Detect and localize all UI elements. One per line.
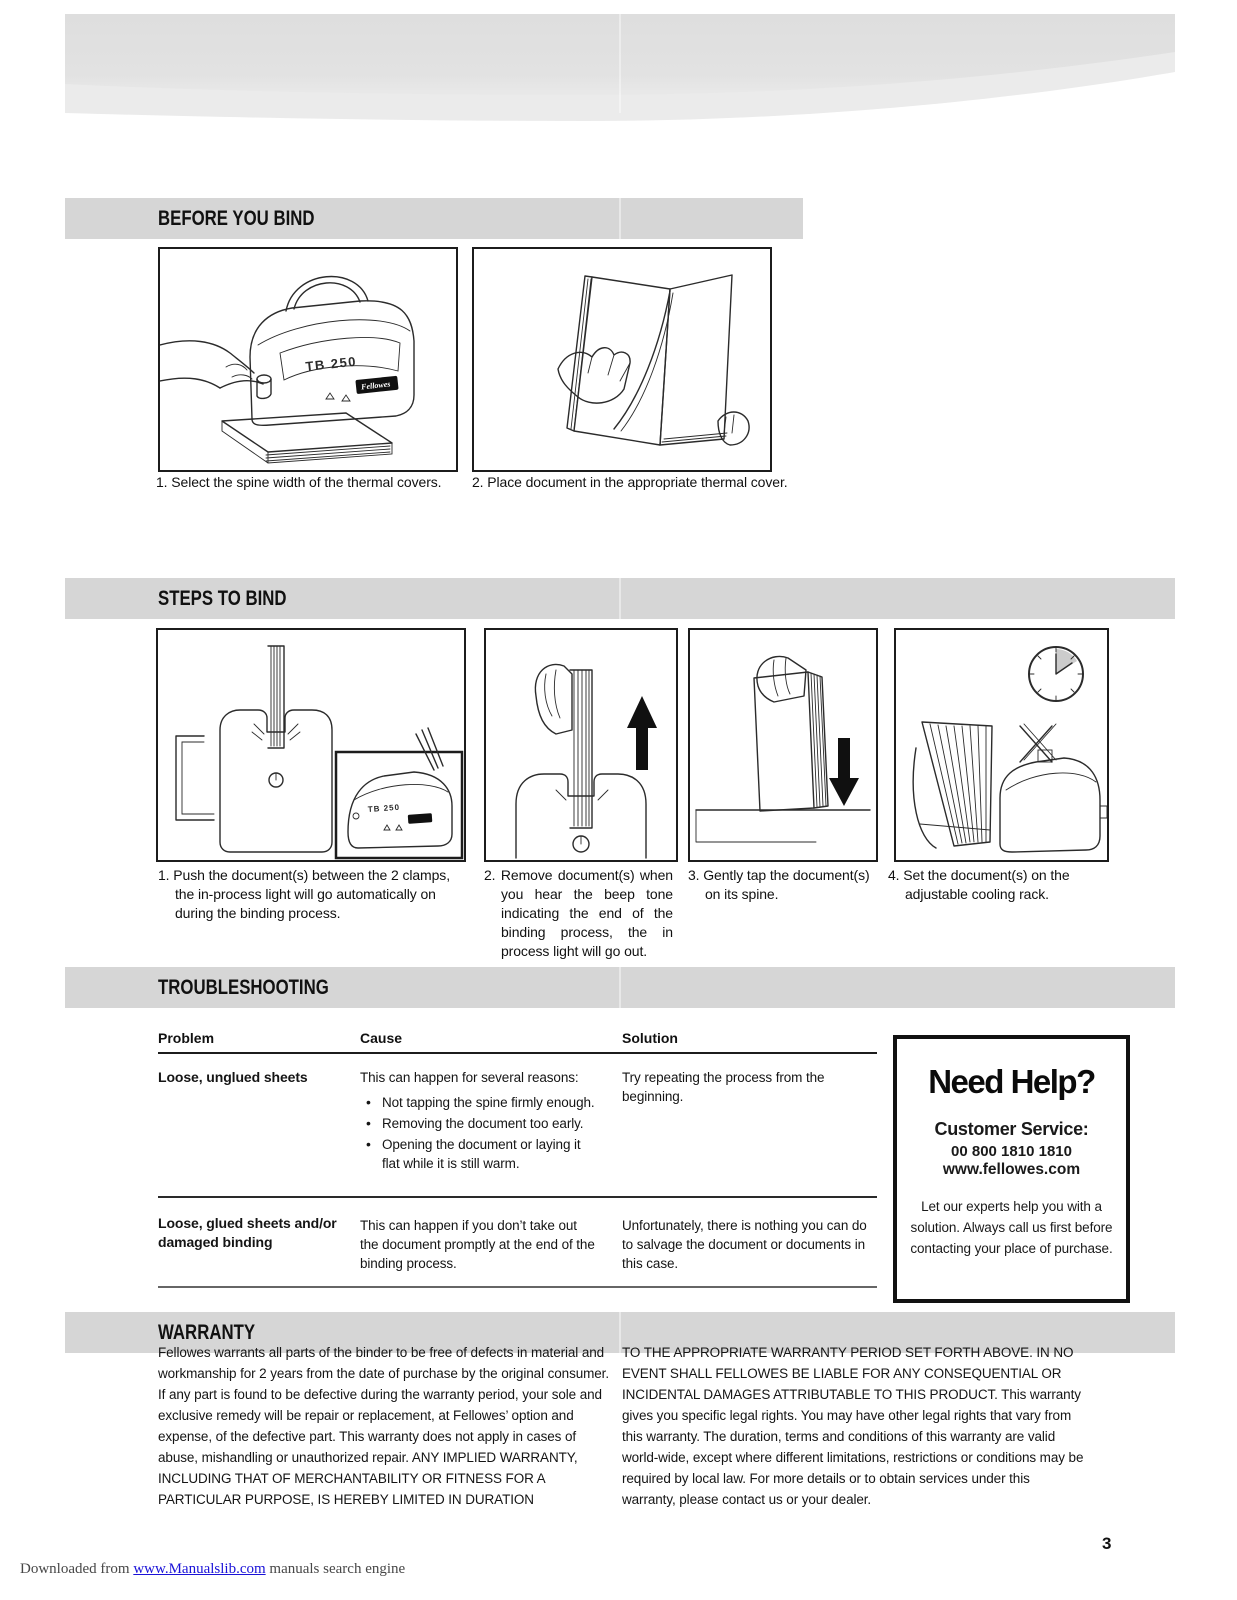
need-help-box — [893, 1035, 1130, 1303]
caption-step-2: 2. Remove document(s) when you hear the beep tone indicating the end of the binding process, the in process light will go out. — [484, 867, 673, 959]
customer-service-phone: 00 800 1810 1810 — [951, 1143, 1072, 1160]
cause-bullet: • Not tapping the spine firmly enough. — [366, 1093, 598, 1112]
column-header-solution: Solution — [622, 1030, 678, 1046]
illustration-select-spine-width — [158, 247, 458, 472]
cause-intro: This can happen for several reasons: — [360, 1070, 579, 1085]
illustration-step3-tap-spine — [688, 628, 878, 862]
illustration-step2-remove-document — [484, 628, 678, 862]
warranty-text-left-column: Fellowes warrants all parts of the binder to be free of defects in material and workmanship for 2 years from the date of purchase by the original consumer. If any part is found to be defective during the warranty period, your sole and exclusive remedy will be repair or replacement, at Fellowes’ option and expense, of the defective part. This warranty does not apply in cases of abuse, mishandling or unauthorized repair. ANY IMPLIED WARRANTY, INCLUDING THAT OF MERCHANTABILITY OR FITNESS FOR A PARTICULAR PURPOSE, IS HEREBY LIMITED IN DURATION — [158, 1345, 609, 1507]
caption-before-step-1: 1. Select the spine width of the thermal covers. — [156, 474, 442, 490]
need-help-title: Need Help? — [928, 1063, 1095, 1100]
customer-service-label: Customer Service: — [934, 1119, 1089, 1139]
page-number: 3 — [1102, 1534, 1112, 1553]
footer-suffix: manuals search engine — [265, 1561, 406, 1577]
section-bar-before-you-bind — [65, 198, 803, 239]
warranty-text-right-column: TO THE APPROPRIATE WARRANTY PERIOD SET FORTH ABOVE. IN NO EVENT SHALL FELLOWES BE LIABLE FOR ANY CONSEQUENTIAL OR INCIDENTAL DAMAGES ATTRIBUTABLE TO THIS PRODUCT. This warranty gives you specific legal rights. You may have other legal rights that vary from this warranty. The duration, terms and conditions of this warranty are valid world-wide, except where different limitations, restrictions or conditions may be required by local law. For more details or to obtain services under this warranty, please contact us or your dealer. — [622, 1345, 1084, 1507]
illustration-step4-cooling-rack — [894, 628, 1109, 862]
cause-bullet-list — [366, 1093, 598, 1173]
table-row-problem: Loose, glued sheets and/or damaged binding — [158, 1215, 337, 1250]
table-bottom-rule — [158, 1286, 877, 1288]
table-row-cause — [360, 1068, 598, 1175]
table-row-divider — [158, 1196, 877, 1198]
caption-before-step-2: 2. Place document in the appropriate thermal cover. — [472, 474, 788, 490]
svg-text:Fellowes: Fellowes — [360, 379, 391, 392]
table-row-solution: Try repeating the process from the beginning. — [622, 1070, 825, 1104]
section-bar-steps-to-bind — [65, 578, 1175, 619]
column-header-cause: Cause — [360, 1030, 403, 1046]
table-row-problem: Loose, unglued sheets — [158, 1069, 308, 1085]
section-title-troubleshooting: TROUBLESHOOTING — [158, 976, 329, 999]
table-row-solution: Unfortunately, there is nothing you can do to salvage the document or documents in this case. — [622, 1218, 867, 1271]
section-title-warranty: WARRANTY — [158, 1321, 256, 1344]
svg-text:TB 250: TB 250 — [304, 353, 358, 374]
illustration-place-document-in-cover — [472, 247, 772, 472]
footer-prefix: Downloaded from — [20, 1561, 134, 1577]
header-swoosh-graphic — [65, 14, 1175, 144]
section-bar-troubleshooting — [65, 967, 1175, 1008]
section-title-before-you-bind: BEFORE YOU BIND — [158, 207, 315, 230]
column-header-problem: Problem — [158, 1030, 215, 1046]
need-help-body: Let our experts help you with a solution. Always call us first before contacting your place of purchase. — [910, 1199, 1113, 1256]
manualslib-link[interactable]: www.Manualslib.com — [133, 1561, 266, 1577]
cause-bullet: • Opening the document or laying it flat while it is still warm. — [366, 1135, 598, 1173]
caption-step-1: 1. Push the document(s) between the 2 clamps, the in-process light will go automatically on during the binding process. — [158, 867, 450, 921]
table-row-cause: This can happen if you don’t take out the document promptly at the end of the binding process. — [360, 1218, 595, 1271]
manualslib-footer — [20, 1561, 405, 1578]
cause-bullet: • Removing the document too early. — [366, 1114, 598, 1133]
svg-text:TB 250: TB 250 — [367, 802, 401, 814]
caption-step-4: 4. Set the document(s) on the adjustable cooling rack. — [888, 867, 1070, 902]
section-title-steps-to-bind: STEPS TO BIND — [158, 587, 287, 610]
fellowes-website: www.fellowes.com — [942, 1161, 1081, 1178]
caption-step-3: 3. Gently tap the document(s) on its spine. — [688, 867, 870, 902]
illustration-step1-push-document — [156, 628, 466, 862]
table-header-rule — [158, 1052, 877, 1054]
